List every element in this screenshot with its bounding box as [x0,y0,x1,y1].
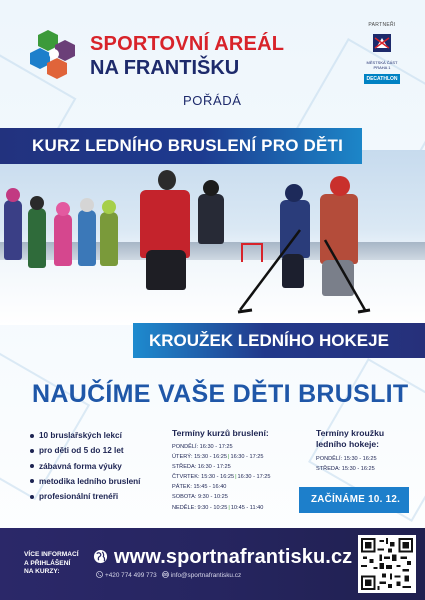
footer-info-line2: A PŘIHLÁŠENÍ [24,559,71,567]
list-item: pro děti od 5 do 12 let [30,443,170,458]
schedule-time: NEDĚLE: 9:30 - 10:25 [172,504,228,511]
brand-title-line1: SPORTOVNÍ AREÁL [90,33,285,55]
partner-label: PARTNEŘI [368,22,396,28]
skater-helmet [30,196,44,210]
hockey-sticks [230,210,380,320]
separator: | [235,474,237,481]
skater-figure [100,212,118,266]
phone-icon [96,571,103,578]
separator: | [228,454,230,461]
skater-helmet [203,180,219,196]
hockey-schedule-title-line2: ledního hokeje: [316,439,380,449]
list-item: profesionální trenéři [30,489,170,504]
schedule-time: PÁTEK: 15:45 - 16:40 [172,484,227,491]
course-schedule-title: Termíny kurzů bruslení: [172,428,269,438]
hockey-schedule-title-line1: Termíny kroužku [316,428,385,438]
list-item: zábavná forma výuky [30,459,170,474]
skater-helmet [102,200,116,214]
website-link[interactable]: www.sportnafrantisku.cz [114,546,353,568]
coach-hat [158,170,176,190]
schedule-time-extra: 16:30 - 17:25 [230,454,264,461]
qr-code-pattern [361,538,413,590]
skater-helmet [56,202,70,216]
headline: NAUČÍME VAŠE DĚTI BRUSLIT [32,380,409,408]
qr-code[interactable] [358,535,416,593]
mail-icon [162,571,169,578]
partner-block [357,22,407,84]
course-schedule [172,428,302,513]
schedule-time-extra: 16:30 - 17:25 [237,474,271,481]
city-emblem-icon [372,33,392,53]
hockey-banner [133,323,425,358]
schedule-row [172,442,302,452]
schedule-row [172,472,302,482]
organizer-label: POŘÁDÁ [183,93,242,108]
hockey-schedule-title [316,428,416,450]
hockey-banner-text: KROUŽEK LEDNÍHO HOKEJE [149,331,389,350]
course-banner [0,128,362,164]
schedule-row: STŘEDA: 15:30 - 16:25 [316,466,375,473]
schedule-time: SOBOTA: 9:30 - 10:25 [172,494,228,501]
skater-figure [78,210,96,266]
separator: | [228,504,230,511]
logo-hexagons-icon [28,28,82,82]
skater-helmet [6,188,20,202]
list-item: metodika ledního bruslení [30,474,170,489]
schedule-time: STŘEDA: 16:30 - 17:25 [172,464,231,471]
course-banner-text: KURZ LEDNÍHO BRUSLENÍ PRO DĚTI [32,136,344,155]
sponsor-logo: DECATHLON [364,74,400,84]
feature-list [30,428,170,504]
email-address[interactable]: info@sportnafrantisku.cz [170,572,242,579]
schedule-row [172,462,302,472]
skater-helmet [80,198,94,212]
footer-info-line1: VÍCE INFORMACÍ [24,551,79,558]
list-item: 10 bruslařských lekcí [30,428,170,443]
brand-title-line2: NA FRANTIŠKU [90,57,240,79]
skater-figure [28,208,46,268]
hockey-helmet [285,184,303,202]
schedule-row [172,503,302,513]
skater-figure [198,194,224,244]
start-date-badge [299,487,409,513]
hockey-goal-icon [240,240,264,264]
footer-info [24,551,94,577]
footer-info-line3: NA KURZY: [24,568,60,576]
coach-legs [146,250,186,290]
schedule-row: PONDĚLÍ: 15:30 - 16:25 [316,456,377,462]
schedule-time: ÚTERÝ: 15:30 - 16:25 [172,454,228,461]
hockey-photo [0,150,425,325]
start-date-text: ZAČÍNÁME 10. 12. [311,494,401,505]
schedule-time-extra: 10:45 - 11:40 [230,504,264,511]
schedule-time: PONDĚLÍ: 16:30 - 17:25 [172,444,233,450]
skater-figure [54,214,72,266]
partner-city-line2: PRAHA 1 [373,65,391,70]
hockey-helmet [330,176,350,196]
schedule-row [172,492,302,502]
schedule-row [172,452,302,462]
phone-number[interactable]: +420 774 499 773 [105,572,157,579]
hockey-schedule [316,428,416,474]
coach-figure [140,190,190,258]
partner-city-line1: MĚSTSKÁ ČÁST [366,60,398,65]
skater-figure [4,200,22,260]
globe-icon [93,549,108,564]
schedule-time: ČTVRTEK: 15:30 - 16:25 [172,474,235,481]
schedule-row [172,482,302,492]
contact-line [96,571,241,579]
